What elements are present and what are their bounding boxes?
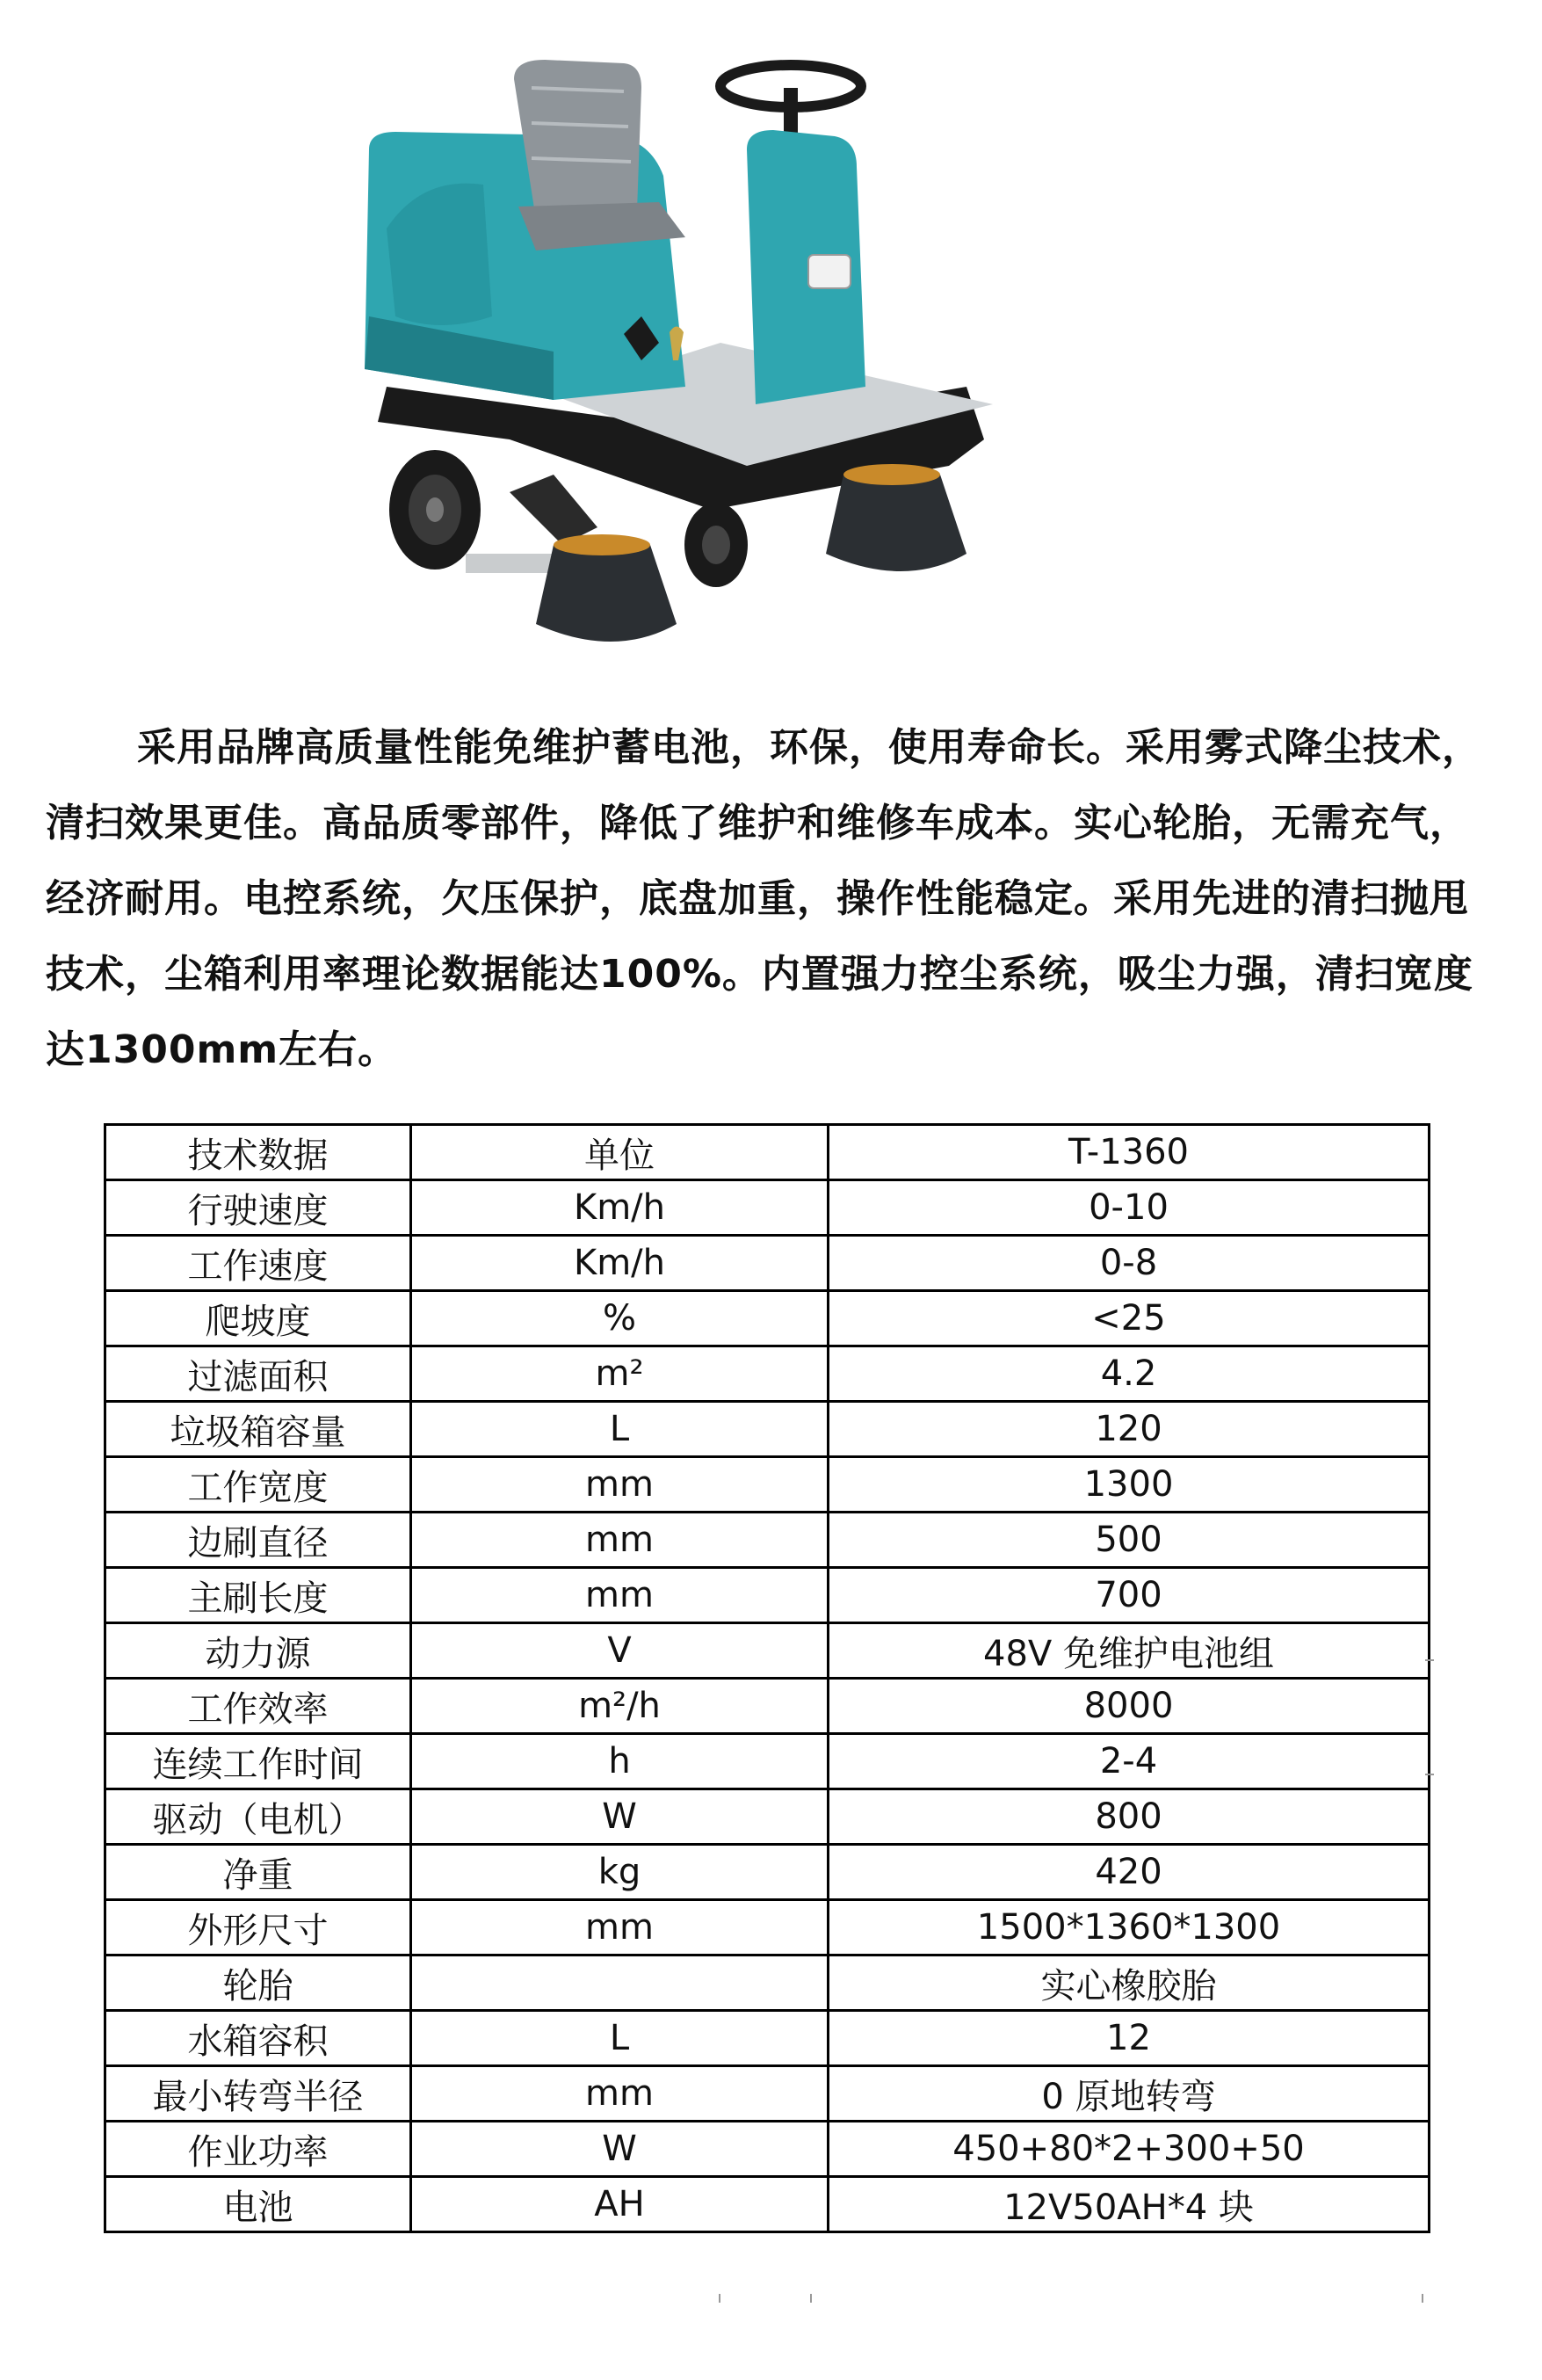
sweeper-product-image [334, 53, 1054, 668]
spec-unit-cell: kg [411, 1845, 829, 1900]
left-side-brush [536, 534, 677, 642]
table-row [105, 1789, 1430, 1845]
table-row [105, 1679, 1430, 1734]
table-row [105, 1513, 1430, 1568]
spec-value-cell: 500 [829, 1513, 1430, 1568]
spec-name-cell: 电池 [105, 2177, 411, 2232]
table-row [105, 1346, 1430, 1402]
spec-value-cell: 1300 [829, 1457, 1430, 1513]
front-wheel [684, 503, 748, 587]
table-row [105, 1457, 1430, 1513]
spec-value-cell: 8000 [829, 1679, 1430, 1734]
spec-unit-cell: V [411, 1623, 829, 1679]
spec-value-cell: 12V50AH*4 块 [829, 2177, 1430, 2232]
spec-table [104, 1123, 1430, 2233]
spec-name-cell: 工作效率 [105, 1679, 411, 1734]
spec-value-cell: <25 [829, 1291, 1430, 1346]
rear-wheel [389, 450, 481, 570]
table-row [105, 1236, 1430, 1291]
spec-name-cell: 边刷直径 [105, 1513, 411, 1568]
spec-name-cell: 最小转弯半径 [105, 2066, 411, 2122]
spec-name-cell: 工作宽度 [105, 1457, 411, 1513]
table-row [105, 1125, 1430, 1180]
spec-unit-cell: mm [411, 2066, 829, 2122]
spec-unit-cell: mm [411, 1457, 829, 1513]
table-row [105, 2011, 1430, 2066]
spec-unit-cell: W [411, 1789, 829, 1845]
spec-name-cell: 主刷长度 [105, 1568, 411, 1623]
seat [514, 60, 685, 250]
spec-unit-cell: m²/h [411, 1679, 829, 1734]
spec-name-cell: 净重 [105, 1845, 411, 1900]
spec-value-cell: 1500*1360*1300 [829, 1900, 1430, 1956]
spec-name-cell: 水箱容积 [105, 2011, 411, 2066]
spec-name-cell: 技术数据 [105, 1125, 411, 1180]
spec-name-cell: 动力源 [105, 1623, 411, 1679]
spec-name-cell: 作业功率 [105, 2122, 411, 2177]
spec-value-cell: T-1360 [829, 1125, 1430, 1180]
spec-unit-cell: L [411, 2011, 829, 2066]
spec-name-cell: 过滤面积 [105, 1346, 411, 1402]
spec-value-cell: 700 [829, 1568, 1430, 1623]
table-row [105, 1900, 1430, 1956]
spec-value-cell: 0-10 [829, 1180, 1430, 1236]
spec-value-cell: 48V 免维护电池组 [829, 1623, 1430, 1679]
table-row [105, 1956, 1430, 2011]
spec-name-cell: 外形尺寸 [105, 1900, 411, 1956]
table-row [105, 1734, 1430, 1789]
spec-unit-cell: Km/h [411, 1236, 829, 1291]
spec-unit-cell: mm [411, 1900, 829, 1956]
spec-unit-cell: Km/h [411, 1180, 829, 1236]
table-row [105, 1845, 1430, 1900]
spec-name-cell: 连续工作时间 [105, 1734, 411, 1789]
spec-name-cell: 爬坡度 [105, 1291, 411, 1346]
spec-name-cell: 驱动（电机） [105, 1789, 411, 1845]
spec-unit-cell: 单位 [411, 1125, 829, 1180]
spec-unit-cell: % [411, 1291, 829, 1346]
table-edge-tick [1425, 1659, 1434, 1661]
spec-value-cell: 4.2 [829, 1346, 1430, 1402]
table-row [105, 1291, 1430, 1346]
table-edge-tick [1422, 2294, 1423, 2303]
table-row [105, 2177, 1430, 2232]
spec-unit-cell: W [411, 2122, 829, 2177]
table-row [105, 1623, 1430, 1679]
right-side-brush [826, 464, 966, 571]
spec-unit-cell: m² [411, 1346, 829, 1402]
table-row [105, 2066, 1430, 2122]
spec-value-cell: 2-4 [829, 1734, 1430, 1789]
table-edge-tick [810, 2294, 812, 2303]
spec-value-cell: 实心橡胶胎 [829, 1956, 1430, 2011]
table-edge-tick [719, 2294, 720, 2303]
spec-value-cell: 0 原地转弯 [829, 2066, 1430, 2122]
spec-name-cell: 轮胎 [105, 1956, 411, 2011]
spec-value-cell: 12 [829, 2011, 1430, 2066]
table-edge-tick [1425, 1774, 1434, 1775]
spec-table-body [105, 1125, 1430, 2232]
spec-name-cell: 垃圾箱容量 [105, 1402, 411, 1457]
spec-unit-cell: AH [411, 2177, 829, 2232]
product-description: 采用品牌高质量性能免维护蓄电池，环保，使用寿命长。采用雾式降尘技术，清扫效果更佳。高品质零部件，降低了维护和维修车成本。实心轮胎，无需充气，经济耐用。电控系统，欠压保护，底盘加重，操作性能稳定。采用先进的清扫抛甩技术，尘箱利用率理论数据能达100%。内置强力控尘系统，吸尘力强，清扫宽度达1300mm左右。 [46, 725, 1481, 1072]
spec-name-cell: 工作速度 [105, 1236, 411, 1291]
spec-unit-cell: mm [411, 1568, 829, 1623]
spec-unit-cell: h [411, 1734, 829, 1789]
spec-value-cell: 450+80*2+300+50 [829, 2122, 1430, 2177]
spec-name-cell: 行驶速度 [105, 1180, 411, 1236]
table-row [105, 1402, 1430, 1457]
spec-value-cell: 120 [829, 1402, 1430, 1457]
spec-value-cell: 0-8 [829, 1236, 1430, 1291]
spec-unit-cell: L [411, 1402, 829, 1457]
spec-value-cell: 800 [829, 1789, 1430, 1845]
table-row [105, 1180, 1430, 1236]
spec-unit-cell [411, 1956, 829, 2011]
spec-value-cell: 420 [829, 1845, 1430, 1900]
table-row [105, 1568, 1430, 1623]
table-row [105, 2122, 1430, 2177]
spec-unit-cell: mm [411, 1513, 829, 1568]
